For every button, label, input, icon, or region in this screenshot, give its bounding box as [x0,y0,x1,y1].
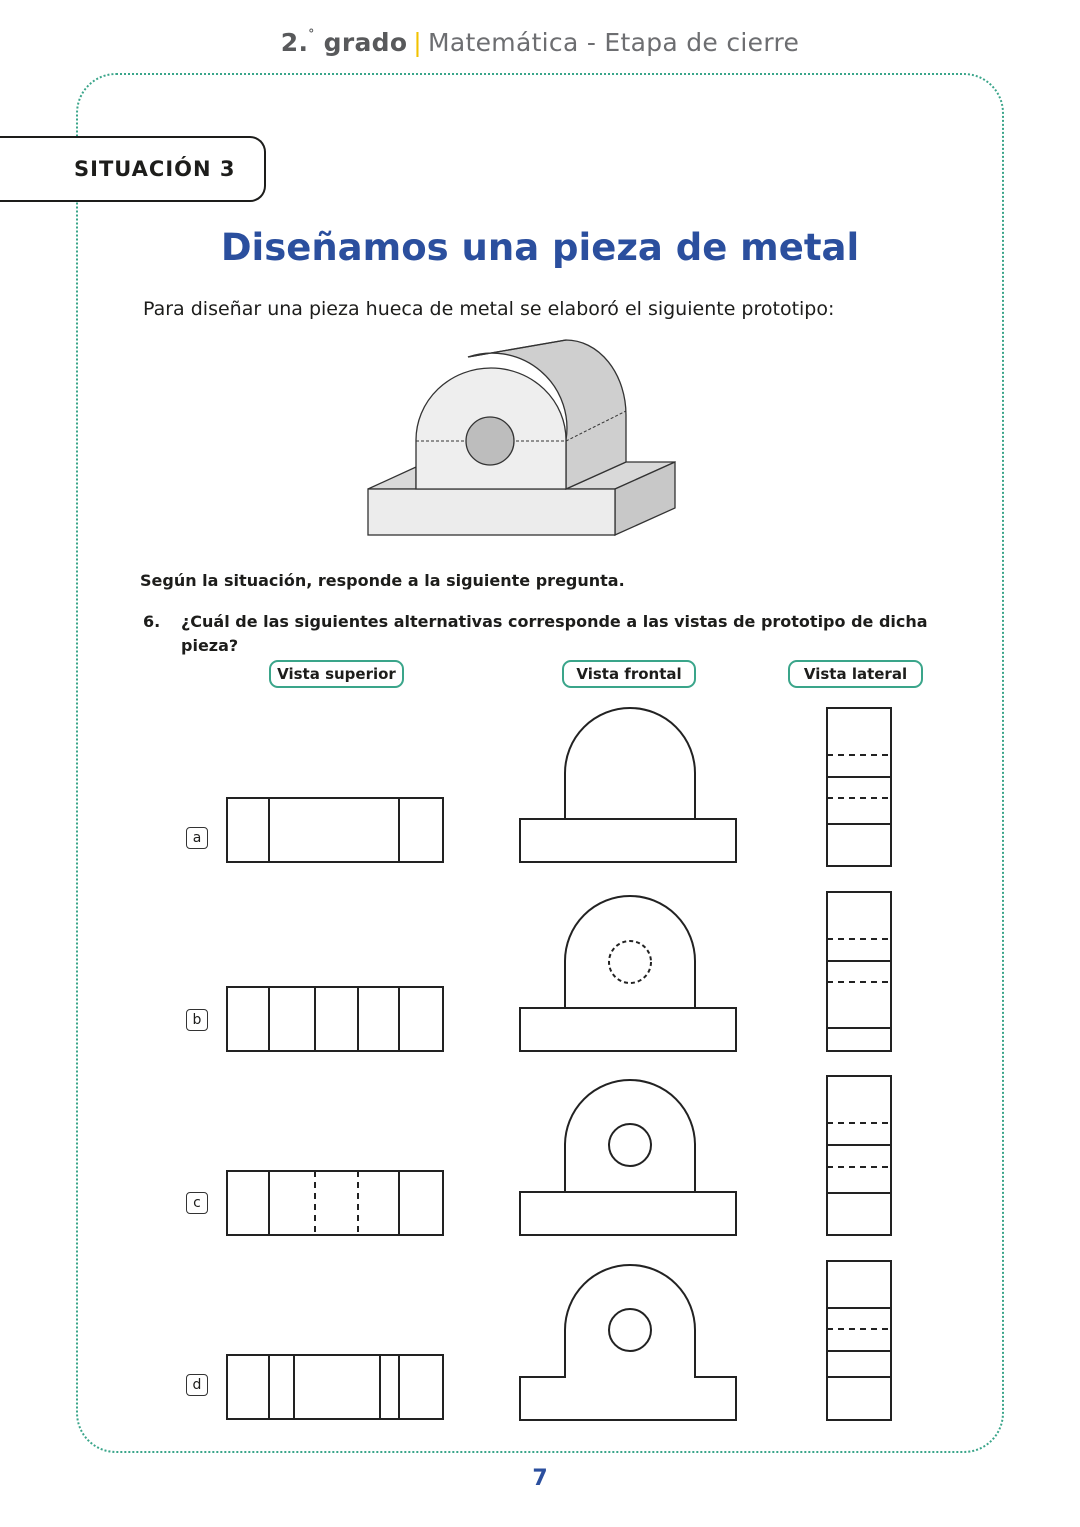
page-number: 7 [532,1466,548,1491]
option-c[interactable]: c [186,1192,208,1214]
prototype-figure [368,340,675,535]
side-view-c [827,1076,891,1235]
top-view-b [227,987,443,1051]
instruction-text: Según la situación, responde a la siguiente pregunta. [140,571,625,590]
front-view-c [520,1080,736,1235]
option-d[interactable]: d [186,1374,208,1396]
question-text: ¿Cuál de las siguientes alternativas corresponde a las vistas de prototipo de dicha pieza? [181,612,928,655]
grade-number: 2. [280,28,309,57]
front-view-a [520,708,736,862]
grade-superscript: ° [308,26,315,41]
header-vista-superior: Vista superior [269,660,404,688]
grade-word: grado [323,28,408,57]
intro-text: Para diseñar una pieza hueca de metal se elaboró el siguiente prototipo: [143,298,835,320]
header-vista-lateral: Vista lateral [788,660,923,688]
side-view-b [827,892,891,1051]
front-view-d [520,1265,736,1420]
situation-tab: SITUACIÓN 3 [0,136,266,202]
header-vista-frontal: Vista frontal [562,660,696,688]
front-view-b [520,896,736,1051]
header-separator: | [413,28,423,57]
top-view-c [227,1171,443,1235]
header-subject: Matemática - Etapa de cierre [428,28,800,57]
top-view-a [227,798,443,862]
side-view-a [827,708,891,866]
top-view-d [227,1355,443,1419]
option-a[interactable]: a [186,827,208,849]
page-title: Diseñamos una pieza de metal [220,226,860,269]
question-number: 6. [143,612,161,631]
option-b[interactable]: b [186,1009,208,1031]
side-view-d [827,1261,891,1420]
